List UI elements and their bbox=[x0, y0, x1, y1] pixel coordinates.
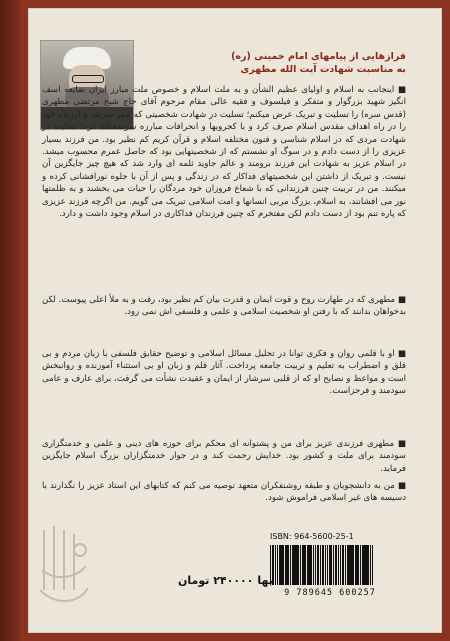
barcode-bar bbox=[372, 545, 373, 585]
barcode-bar bbox=[295, 545, 299, 585]
paragraph-4: ■ مطهری فرزندی عزیز برای من و پشتوانه ای محکم برای حوزه های دینی و علمی و خدمتگزاری سودمند برای ملت و کشور بود. خدایش رحمت کند و در جوار خدمتگزاران بزرگ اسلام جایگزین فرماید. bbox=[42, 439, 406, 474]
barcode-bar bbox=[303, 545, 305, 585]
barcode-bar bbox=[355, 545, 357, 585]
heading-line-1: فرازهایی از پیامهای امام خمینی (ره) bbox=[231, 51, 406, 62]
barcode-bar bbox=[329, 545, 333, 585]
paragraph-2: ■ مطهری که در طهارت روح و قوت ایمان و قدرت بیان کم نظیر بود، رفت و به ملأ اعلی پیوست. لکن بدخواهان بدانند که با رفتن او شخصیت اسلامی و علمی و فلسفی اش نمی رود. bbox=[42, 295, 406, 318]
calligraphy-logo-icon bbox=[34, 520, 94, 610]
isbn-label: ISBN: 964-5600-25-1 bbox=[270, 532, 354, 541]
barcode-bar bbox=[292, 545, 294, 585]
barcode-bar bbox=[342, 545, 344, 585]
barcode-bar bbox=[365, 545, 369, 585]
barcode-bar bbox=[362, 545, 364, 585]
barcode-bar bbox=[322, 545, 324, 585]
spine-edge bbox=[0, 0, 20, 641]
barcode bbox=[270, 545, 390, 585]
paragraph-5: ■ من به دانشجویان و طبقه روشنفکران متعهد توصیه می کنم که کتابهای این استاد عزیز را نگذارند با دسیسه های غیر اسلامی فراموش شود. bbox=[42, 481, 406, 504]
paragraph-3: ■ او با قلمی روان و فکری توانا در تحلیل مسائل اسلامی و توضیح حقایق فلسفی با زبان مردم و بی قلق و اضطراب به تعلیم و تربیت جامعه پرداخت. آثار قلم و زبان او بی استثناء آموزنده و روانبخش است و مواعظ و نصایح او که از قلبی سرشار از ایمان و عقیدت نشأت می گرفت، برای عارف و عامی سودمند و فرحزاست. bbox=[42, 349, 406, 397]
cover-heading bbox=[166, 50, 406, 76]
barcode-bar bbox=[279, 545, 283, 585]
barcode-bar bbox=[308, 545, 312, 585]
barcode-bar bbox=[335, 545, 337, 585]
barcode-bar bbox=[347, 545, 351, 585]
barcode-bar bbox=[317, 545, 319, 585]
barcode-bar bbox=[285, 545, 287, 585]
paragraph-1: ■ اینجانب به اسلام و اولیای عظیم الشأن و به ملت اسلام و خصوص ملت مبارز ایران ضایعه اسف انگیز شهید بزرگوار و متفکر و فیلسوف و فقیه عالی مقام مرحوم آقای حاج شیخ مرتضی مطهری (قدس سره) را تسلیت و تبریک عرض میکنم؛ تسلیت در شهادت شخصیتی که عمر شریف و ارزنده خود را در راه اهداف مقدس اسلام صرف کرد و با کجرویها و انحرافات مبارزه سرسختانه کرد؛ تسلیت در شهادت مردی که در اسلام شناسی و فنون مختلفه اسلام و قرآن کریم کم نظیر بود. من فرزند بسیار عزیزی را از دست دادم و در سوگ او نشستم که از شخصیتهایی بود که حاصل عمرم محسوب میشد. در اسلام عزیز به شهادت این فرزند برومند و عالم جاوید ثلمه ای وارد شد که هیچ چیز جایگزین آن نیست. و تبریک از داشتن این شخصیتهای فداکار که در زندگی و پس از آن با جلوه نورافشانی کرده و میکنند. من در تربیت چنین فرزندانی که با شعاع فروزان خود مردگان را حیات می بخشند و به ظلمتها نور می افشانند، به اسلام، بزرگ مربی انسانها و امت اسلامی تبریک می گویم. من اگرچه فرزند عزیزی که پاره تنم بود از دست دادم لکن مفتخرم که چنین فرزندان فداکاری در اسلام وجود داشت و دارد. bbox=[42, 85, 406, 220]
barcode-number: 9 789645 600257 bbox=[284, 588, 376, 598]
heading-line-2: به مناسبت شهادت آیت الله مطهری bbox=[240, 64, 406, 75]
price: بها ۲۴۰۰۰۰ تومان bbox=[178, 574, 273, 587]
